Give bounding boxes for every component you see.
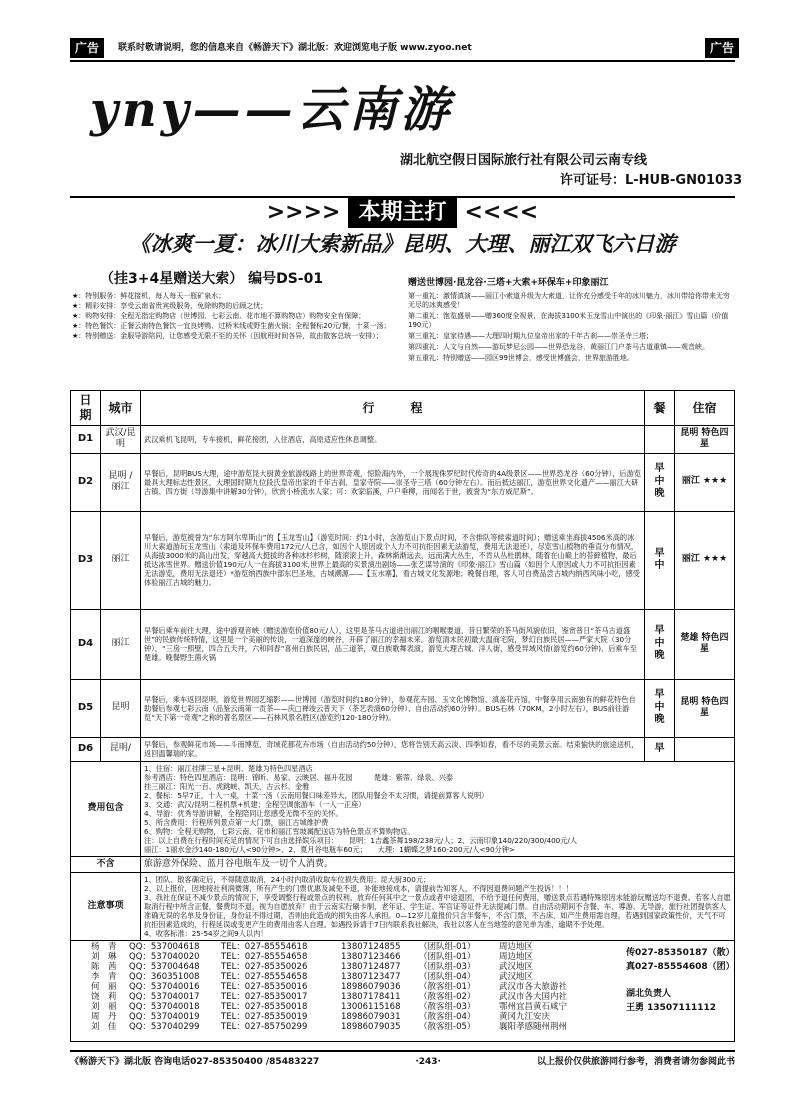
row-text: 武汉乘机飞昆明，专车接机，鲜花接团，入住酒店，高原适应性休息调整。 <box>141 426 645 454</box>
contact-mobile: 13807123477 <box>341 972 401 982</box>
contact-group: （散客组-02） <box>419 992 476 1002</box>
row-text: 早餐后，游览被誉为“东方阿尔卑斯山”的【玉龙雪山】（游览时间：约1小时，含游览山下景点时间，不含排队等候索道时间）；赠送乘坐海拔4506米高的冰川大索道游玩玉龙雪山（索道及环保车费用172元/人已含，如因个人原因或个人力不可抗拒因素无法游览，费用无法退还），尽览雪山植物的垂直分布情况，从海拔3000米的高山出发，穿越高大挺拔的各种冰杉杉树，随滚滚上升，森林渐渐远去，远而满大丛生，不肯从丛杜鹃林，随着在山巅上的苔藓植物，最后抵达冰雪世界。赠送价值190元/人一在海拔3100米,世界上最高的实景演出剧场——张艺谋导演的《印象·丽江》雪山篇（如因个人原因或人力不可抗拒因素无法游览，费用无法退还）*游览纳西族中部东巴圣地，古城溯源——【玉水寨】，看古城文化发源地；晚餐自理，客人可自费品尝古城内纳西风味小吃，感受体验丽江古城的魅力。 <box>141 511 645 609</box>
gift-item: 第二重礼：饱览盛景——赠360度全视景，在海拔3100米玉龙雪山中演出的《印象·丽江》雪山篇（价值190元） <box>408 311 729 329</box>
contact-name: 陈 茜 <box>91 962 117 972</box>
contact-qq: QQ：537040299 <box>129 1022 200 1032</box>
contact-row <box>91 942 681 952</box>
contact-mobile: 13807124855 <box>341 942 401 952</box>
contact-area: 武汉地区 <box>499 972 534 982</box>
table-row <box>71 609 735 679</box>
contact-qq: QQ：360351008 <box>129 972 200 982</box>
row-day: D2 <box>71 453 101 511</box>
services-list <box>72 292 402 342</box>
contact-tel: TEL：027-85554658 <box>221 952 308 962</box>
banner-left-arrows: >>>> <box>266 200 341 226</box>
contact-tel: TEL：027-85350016 <box>221 982 308 992</box>
header-stay: 住宿 <box>675 391 735 426</box>
ad-label-right: 广告 <box>705 38 739 58</box>
page-footer <box>70 1050 735 1068</box>
contact-name: 杨 青 <box>91 942 117 952</box>
row-day: D3 <box>71 511 101 609</box>
fee-item: 1、住宿：丽江挂牌三星+昆明、楚雄为特色四星酒店 <box>144 763 313 773</box>
note-item: 1、团队、散客确定后，不得随意取消，24小时内取消收取车位损失费用；昆大厨300元； <box>144 874 431 884</box>
contact-name: 李 青 <box>91 972 117 982</box>
contact-name: 刘 佳 <box>91 1022 117 1032</box>
gift-item: 第四重礼：人文与自然——游玩梦尼公园——世界恐龙谷，黄丽江门户茶马古道重镇——观音峡。 <box>408 343 709 352</box>
contact-row <box>91 972 681 982</box>
row-text: 早餐后，乘车返回昆明，游览世界园艺缩影——世博园（游览时间约180分钟），参观花卉园、玉文化博物馆、滇盖花卉馆，中餐享用云南独有的鲜花特色自助餐后参观七彩云南（品鉴云南第一贡茶——庆□禅竣云普天下（茶艺表演60分钟）、自由活动约60分钟）。BUS石林（70KM，2小时左右），BUS前往游览“天下第一奇观”之称的著名景区——石林风景名胜区(游览约120-180分钟)。 <box>141 679 645 737</box>
contacts-side <box>626 947 734 1015</box>
row-day: D4 <box>71 609 101 679</box>
license-number: 许可证号：L-HUB-GN01033 <box>560 173 743 188</box>
row-meal: 早 中 晚 <box>645 453 675 511</box>
banner-main: 本期主打 <box>348 198 456 228</box>
row-text: 早餐后，昆明BUS大理，途中游览昆大厨黄金旅游线路上的世界奇观，惊险海内外，一个展现侏罗纪时代传奇的4A级景区——世界恐龙谷（60分钟），后游览最具大理标志性景区，大理国时期九位段氏皇帝出家的千年古刹、皇家寺院——崇圣寺三塔（60分钟左右）。而后抵达丽江，游览世界文化遗产——丽江大研古镇、四方街（导游集中讲解30分钟），欣赏小桥流水人家；可：欢家临溪，户户垂柳，而闻名于世，被誉为“东方威尼斯”。 <box>141 453 645 511</box>
row-stay: 昆明 特色四星 <box>675 426 735 454</box>
service-item: ★：特色餐饮：正餐云南特色餐饮一宜良烤鸭、过桥米线或野生菌火锅；全程餐标20元/餐，十菜一汤； <box>72 322 391 331</box>
itinerary-table <box>70 390 735 941</box>
feature-banner <box>70 196 735 228</box>
table-row <box>71 679 735 737</box>
contact-group: （团队组-01） <box>419 952 476 962</box>
header-meal: 餐 <box>645 391 675 426</box>
fee-item: 2、餐标：5早7正，十人一桌，十菜一汤（云南用餐口味差异大，团队用餐会不太习惯，请提前算客人说明） <box>144 790 489 800</box>
row-meal: 早 中 晚 <box>645 609 675 679</box>
contact-name: 何 丽 <box>91 982 117 992</box>
contact-area: 鄂州宜昌黄石咸宁 <box>499 1002 568 1012</box>
fee-item: 注：以上自费在行程时间充足的情况下可自由选择娱乐项目： 昆明：1吉鑫茶舞198/238元/人；2、云南印象140/220/300/400元/人 <box>144 835 578 845</box>
row-city: 丽江 <box>101 609 141 679</box>
row-city: 丽江 <box>101 511 141 609</box>
contacts-box <box>70 940 735 1042</box>
contact-mobile: 13006115168 <box>341 1002 401 1012</box>
contact-mobile: 18986079035 <box>341 1022 401 1032</box>
row-stay: 丽江 ★★★ <box>675 453 735 511</box>
gift-item: 第三重礼：皇家待遇——大理四时期九位皇帝出家的千年古刹——崇圣寺三塔； <box>408 332 653 341</box>
row-text: 早餐后乘车前往大理，途中游观音峡（赠送游览价值80元/人），这里是茶马古道进出丽江的咽喉要道，昔日繁荣的茶马街风貌依旧，鉴赏普日“茶马古道盛世”的民族传统特情，这里是一个美丽的传说，一道深邃的峡谷，开辟了丽江的幸福未来。游览清末民初最大温商宅院，梦幻白族民居——严家大院（30分钟），“三房一照壁，四合五天井，六和同春”喜州白族民居，品三道茶，观白族歌舞表演，游览大理古城、洋人街，感受异域风情(游览约60分钟)、后乘车至楚雄。晚餐野生菌火锅 <box>141 609 645 679</box>
row-day: D1 <box>71 426 101 454</box>
banner-right-arrows: <<<< <box>464 200 539 226</box>
service-item: ★：特别赠送：金服导游陪同，让您感受无限不至的关怀（因航班时间各异，故由散客总统一安排）； <box>72 332 383 341</box>
contact-mobile: 13807124877 <box>341 962 401 972</box>
contact-qq: QQ：537040019 <box>129 1012 200 1022</box>
contact-group: （散客组-01） <box>419 982 476 992</box>
contact-tel: TEL：027-85350017 <box>221 992 308 1002</box>
contact-qq: QQ：537040020 <box>129 952 200 962</box>
exclusions-label: 不含 <box>71 856 141 872</box>
notes-label: 注意事项 <box>71 872 141 940</box>
table-row <box>71 453 735 511</box>
contact-row <box>91 962 681 972</box>
contact-area: 襄阳孝感随州荆州 <box>499 1022 568 1032</box>
ad-label-left: 广告 <box>70 38 104 58</box>
page-number: ·243· <box>415 1057 441 1067</box>
contact-qq: QQ：537004618 <box>129 942 200 952</box>
contact-qq: QQ：537040018 <box>129 1002 200 1012</box>
header-city: 城市 <box>101 391 141 426</box>
tour-code: （挂3+4星赠送大索） 编号DS-01 <box>100 271 324 287</box>
contact-name: 刘 丽 <box>91 1002 117 1012</box>
contact-qq: QQ：537004648 <box>129 962 200 972</box>
contact-tel: TEL：027-85554658 <box>221 972 308 982</box>
fee-item: 挂三丽江：阳光一百、虎跳峡、凯天、古云杉、金雅 <box>144 781 310 791</box>
row-meal: 早 中 <box>645 511 675 609</box>
contact-group: （团队组-01） <box>419 942 476 952</box>
table-row <box>71 511 735 609</box>
contact-group: （团队组-04） <box>419 972 476 982</box>
header-day: 日期 <box>71 391 101 426</box>
contact-tel: TEL：027-85350019 <box>221 1012 308 1022</box>
service-item: ★：特别服务：鲜花接机，每人每天一瓶矿泉水； <box>72 292 226 300</box>
contact-mobile: 18986079031 <box>341 1012 401 1022</box>
contact-tel: TEL：027-85554618 <box>221 942 308 952</box>
contact-area: 武汉市各大旅游社 <box>499 982 568 992</box>
row-city: 昆明 / 丽江 <box>101 453 141 511</box>
contact-qq: QQ：537040017 <box>129 992 200 1002</box>
contact-area: 周边地区 <box>499 952 534 962</box>
contact-row <box>91 982 681 992</box>
fax-scattered: 传027-85350187（散） <box>626 948 735 958</box>
contact-row <box>91 1022 681 1032</box>
row-day: D5 <box>71 679 101 737</box>
contact-group: （散客组-05） <box>419 1022 476 1032</box>
row-stay: 昆明 特色四星 <box>675 679 735 737</box>
fee-item: 5、所含费用：行程所列景点第一大门票，丽江古城维护费 <box>144 817 329 827</box>
note-item: 2、以上报价，因地接社利润微薄，所有产生的门票优惠及减免不退，补能地接成本，请提前告知客人，不得因退费问题产生投诉！！！ <box>144 883 573 893</box>
table-row <box>71 426 735 454</box>
contact-name: 饶 莉 <box>91 992 117 1002</box>
manager-label: 湖北负责人 <box>626 989 672 999</box>
fax-group: 真027-85554608（团） <box>626 961 735 972</box>
contact-area: 武汉地区 <box>499 962 534 972</box>
gifts-heading: 赠送世博园·昆龙谷·三塔+大索+环保车+印象丽江 <box>408 278 609 288</box>
contact-group: （散客组-03） <box>419 1002 476 1012</box>
fee-item: 3、交通：武汉/昆明二程机票+机建；全程空调旅游车（一人一正座） <box>144 799 366 809</box>
contact-area: 黄冈九江安庆 <box>499 1012 551 1022</box>
fees-row <box>71 761 735 856</box>
contact-row <box>91 952 681 962</box>
notes-row <box>71 872 735 940</box>
contact-tel: TEL：027-85350018 <box>221 1002 308 1012</box>
brand-logo: yny——云南游 <box>90 82 453 138</box>
note-item: 3、我社在保证不减少景点的情况下，享受调整行程或景点的权利，放弃任何其中之一景点或者中途退团，不给予退任何费用，赠送景点若遇特殊原因未能游玩赠送均不退费。若客人自愿取消行程中所含正餐，餐费均不退，视为自愿放弃！由于云南实行刷卡制，老年证、学生证、军官证等证件无法提减门票。自由活动期间不含餐、车、導游、无导游，旅行社团提供客人准确无误的名单及身份证，身份证不得过期，否则由此造成的损失由客人承担。0—12岁儿童报价只含半餐车，不含门票，不占床，如产生费用需自理。若遇到国家政策性价，天气不可抗拒因素造成的，行程延误或变更产生的费用由客人自理。如遇投诉请于7日内联系我社解决，我社以客人在当地签的意见单为准，逾期不予处理。 <box>144 892 731 929</box>
divider <box>70 60 735 62</box>
note-item: 4、收客标准：25-54岁之间9人以内！ <box>144 928 268 938</box>
exclusions-text: 旅游意外保险、蓝月谷电瓶车及一切个人消费。 <box>141 856 735 872</box>
row-day: D6 <box>71 737 101 761</box>
row-meal <box>645 426 675 454</box>
contact-mobile: 18986079036 <box>341 982 401 992</box>
fees-cell <box>141 761 735 856</box>
tour-title: 《冰爽一夏：冰川大索新品》昆明、大理、丽江双飞六日游 <box>129 231 676 256</box>
notes-cell <box>141 872 735 940</box>
contact-mobile: 13807178411 <box>341 992 401 1002</box>
gift-item: 第一重礼：激情滇演——丽江小索道升级为大索道，让你充分感受千年的冰川魅力，冰川带给你带来无穷无尽的冰爽感受！ <box>408 291 730 309</box>
contacts-list <box>91 942 681 1032</box>
agency-name: 湖北航空假日国际旅行社有限公司云南专线 <box>400 153 648 168</box>
row-city: 武汉/昆明 <box>101 426 141 454</box>
row-meal: 早 中 晚 <box>645 679 675 737</box>
contact-group: （团队组-03） <box>419 962 476 972</box>
row-city: 昆明 <box>101 679 141 737</box>
contact-tel: TEL：027-85350026 <box>221 962 308 972</box>
row-stay: 楚雄 特色四星 <box>675 609 735 679</box>
contact-mobile: 13807123466 <box>341 952 401 962</box>
service-item: ★：精彩安排：享受云南省贵宾级服务，免除购物的后顾之忧； <box>72 302 268 311</box>
fee-item: 参考酒店：特色四星酒店：昆明：锦昕、易家、云映居、福升花园 楚雄：紫蒂、绿泉、兴泰 <box>144 772 454 782</box>
contact-qq: QQ：537040016 <box>129 982 200 992</box>
contact-row <box>91 1002 681 1012</box>
row-city: 昆明/ <box>101 737 141 761</box>
fee-item: 4、导游：优秀导游讲解，全程陪同让您感受无微不至的关怀。 <box>144 808 343 818</box>
fee-item: 6、购物：全程无购物，七彩云南、花市和丽江雪坡属配送店为特色景点不算购物店。 <box>144 826 415 836</box>
service-item: ★：购物安排：全程无指定购物店（世博园、七彩云南、花市地不算购物店）购物安全有保障； <box>72 312 366 321</box>
top-text: 联系时敬请说明，您的信息来自《畅游天下》湖北版：欢迎浏览电子版 www.zyoo.net <box>118 42 472 53</box>
contact-name: 周 丹 <box>91 1012 117 1022</box>
contact-area: 武汉市各大国内社 <box>499 992 568 1002</box>
header-itinerary: 行 程 <box>141 391 645 426</box>
fees-label: 费用包含 <box>71 761 141 856</box>
gift-item: 第五重礼：特别赠送——园区99世博会，感受世博盛会，世界旅游胜地。 <box>408 354 634 363</box>
contact-row <box>91 992 681 1002</box>
contact-name: 刘 琳 <box>91 952 117 962</box>
contact-area: 周边地区 <box>499 942 534 952</box>
row-text: 早餐后，参观鲜花市场——斗南博览、奇域花都花卉市场（自由活动约50分钟），您将告别天高云淡、四季如春，看不尽的美景云南。结束愉快的旅途送机，返回温馨瑞的家。 <box>141 737 645 761</box>
manager-contact: 王勇 13507111112 <box>626 1002 717 1013</box>
footer-left: 《畅游天下》湖北版 咨询电话027-85350400 /85483227 <box>70 1057 320 1067</box>
row-meal: 早 <box>645 737 675 761</box>
table-header-row <box>71 391 735 426</box>
row-stay <box>675 737 735 761</box>
row-stay: 丽江 ★★★ <box>675 511 735 609</box>
top-banner <box>70 38 735 58</box>
footer-right: 以上报价仅供旅游同行参考，消费者请勿参阅此书 <box>536 1057 735 1067</box>
exclusions-row <box>71 856 735 872</box>
fee-item: 丽江：1丽水金沙140-180元/人<90分钟>、2、夏月谷电瓶车60元； 大理：1蝴蝶之梦160-200元/人<90分钟> <box>144 844 515 854</box>
contact-group: （散客组-04） <box>419 1012 476 1022</box>
contact-tel: TEL：027-85750299 <box>221 1022 308 1032</box>
table-row <box>71 737 735 761</box>
contact-row <box>91 1012 681 1022</box>
gifts-list <box>408 278 733 365</box>
